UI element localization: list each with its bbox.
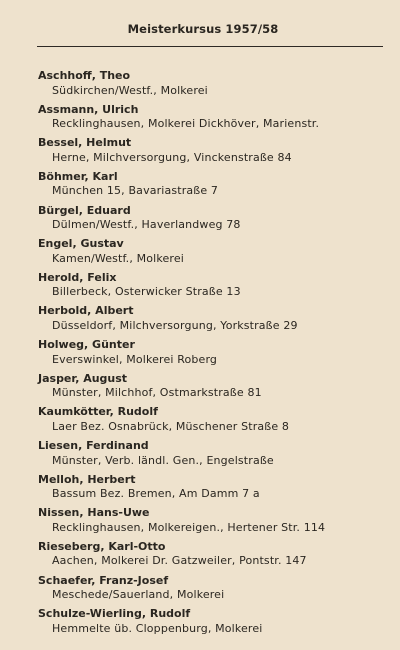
- list-item: [38, 506, 388, 540]
- participant-name: Herbold, Albert: [38, 304, 134, 318]
- participant-name: Schaefer, Franz-Josef: [38, 573, 169, 587]
- participant-name: Engel, Gustav: [38, 237, 124, 251]
- participant-name: Aschhoff, Theo: [38, 69, 131, 82]
- participant-name: Nissen, Hans-Uwe: [38, 506, 150, 520]
- participant-address: Hemmelte üb. Cloppenburg, Molkerei: [52, 621, 263, 635]
- participant-address: Laer Bez. Osnabrück, Müschener Straße 8: [52, 419, 290, 433]
- participant-name: Rieseberg, Karl-Otto: [38, 539, 166, 553]
- list-item: [38, 170, 388, 204]
- list-item: [38, 439, 388, 473]
- participant-address: München 15, Bavariastraße 7: [52, 184, 219, 198]
- participant-name: Bessel, Helmut: [38, 136, 132, 150]
- list-item: [38, 338, 388, 372]
- participant-address: Aachen, Molkerei Dr. Gatzweiler, Pontstr. 147: [52, 554, 307, 568]
- participant-name: Schulze-Wierling, Rudolf: [38, 607, 191, 621]
- list-item: [38, 540, 388, 574]
- list-item: [38, 136, 388, 170]
- participant-name: Liesen, Ferdinand: [38, 439, 149, 453]
- list-item: [38, 372, 388, 406]
- list-item: [38, 271, 388, 305]
- participant-address: Recklinghausen, Molkereigen., Hertener Str. 114: [52, 520, 326, 534]
- participant-address: Bassum Bez. Bremen, Am Damm 7 a: [52, 487, 260, 501]
- participant-name: Herold, Felix: [38, 270, 117, 284]
- participant-address: Südkirchen/Westf., Molkerei: [52, 83, 208, 97]
- heading-rule: [37, 46, 383, 47]
- list-item: [38, 237, 388, 271]
- participant-name: Melloh, Herbert: [38, 472, 136, 486]
- participant-name: Holweg, Günter: [38, 338, 135, 352]
- list-item: [38, 473, 388, 507]
- participant-name: Bürgel, Eduard: [38, 203, 131, 217]
- participant-address: Münster, Verb. ländl. Gen., Engelstraße: [52, 453, 274, 467]
- participant-address: Recklinghausen, Molkerei Dickhöver, Marienstr.: [52, 117, 320, 131]
- participant-address: Kamen/Westf., Molkerei: [52, 251, 184, 265]
- list-item: [38, 607, 388, 641]
- participant-address: Münster, Milchhof, Ostmarkstraße 81: [52, 386, 262, 400]
- participant-address: Dülmen/Westf., Haverlandweg 78: [52, 218, 241, 232]
- participant-address: Meschede/Sauerland, Molkerei: [52, 588, 225, 602]
- participant-name: Assmann, Ulrich: [38, 102, 139, 116]
- list-item: [38, 405, 388, 439]
- participant-name: Jasper, August: [38, 371, 128, 385]
- list-item: [38, 304, 388, 338]
- participant-name: Kaumkötter, Rudolf: [38, 405, 158, 419]
- participant-address: Düsseldorf, Milchversorgung, Yorkstraße 29: [52, 318, 298, 332]
- list-item: [38, 69, 388, 103]
- participant-address: Billerbeck, Osterwicker Straße 13: [52, 285, 241, 299]
- list-item: [38, 103, 388, 137]
- page-heading: Meisterkursus 1957/58: [127, 22, 279, 36]
- participant-list: [38, 69, 388, 641]
- participant-address: Everswinkel, Molkerei Roberg: [52, 352, 218, 366]
- participant-name: Böhmer, Karl: [38, 169, 118, 183]
- list-item: [38, 574, 388, 608]
- list-item: [38, 204, 388, 238]
- participant-address: Herne, Milchversorgung, Vinckenstraße 84: [52, 150, 292, 164]
